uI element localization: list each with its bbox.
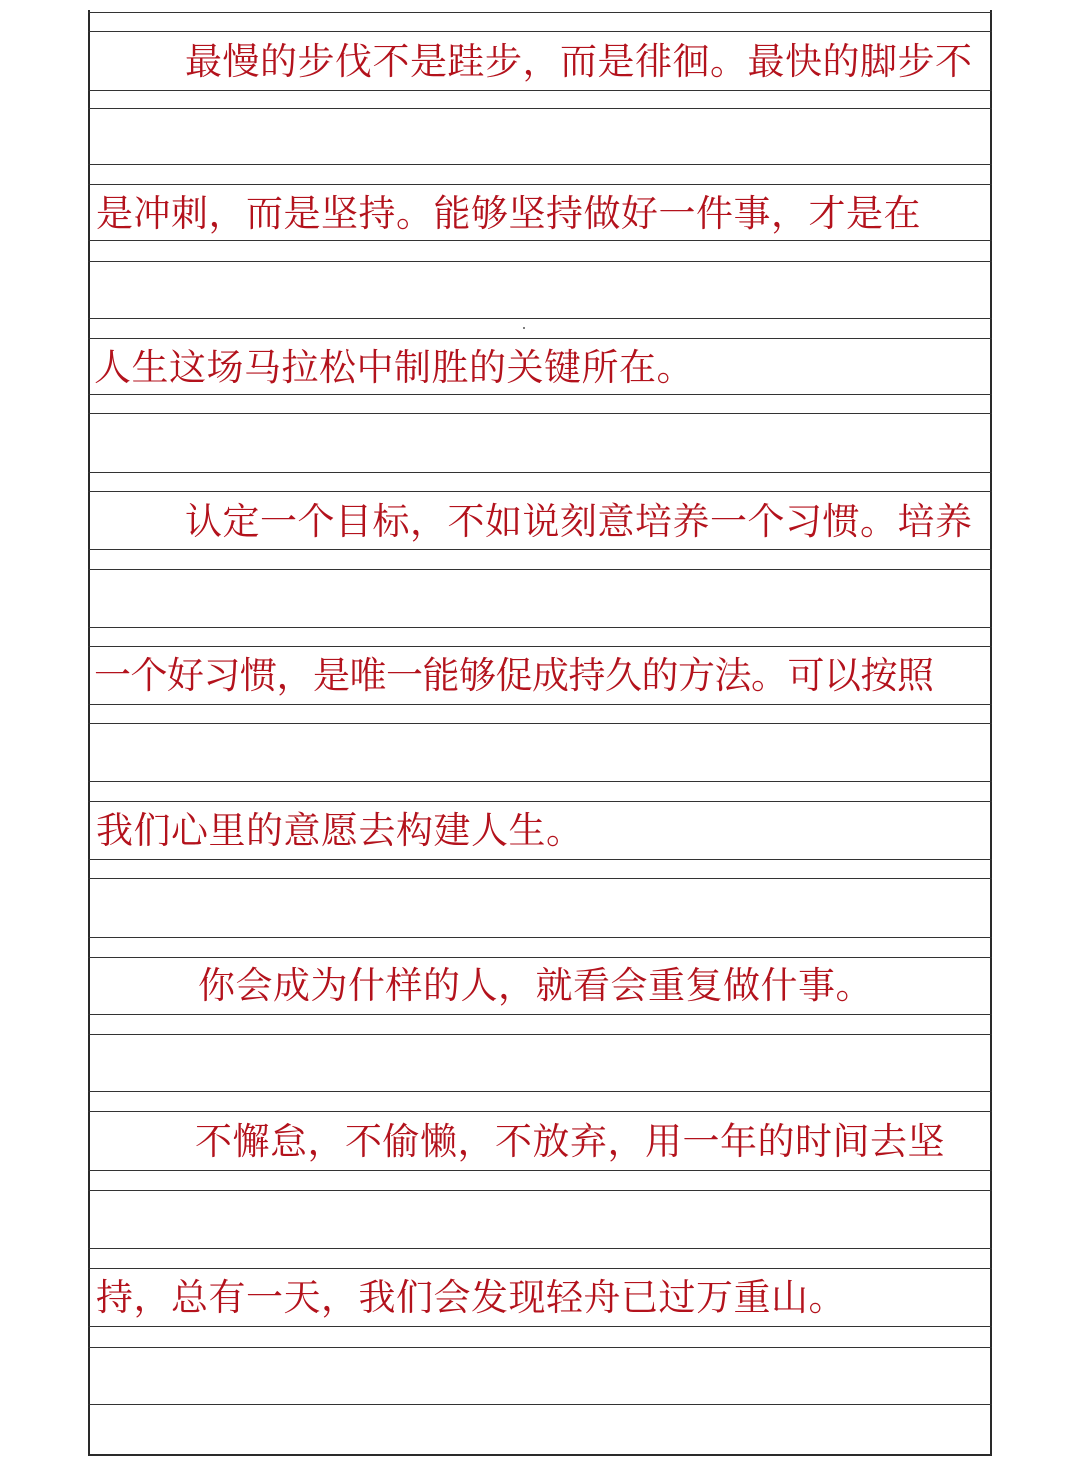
text-line-9: 持，总有一天，我们会发现轻舟已过万重山。 <box>96 1276 846 1319</box>
rule-line <box>88 12 992 13</box>
rule-line <box>88 108 992 109</box>
rule-line <box>88 318 992 319</box>
rule-line <box>88 472 992 473</box>
rule-line <box>88 1190 992 1191</box>
rule-line <box>88 781 992 782</box>
text-line-5: 一个好习惯，是唯一能够促成持久的方法。可以按照 <box>94 654 934 697</box>
rule-line <box>88 1404 992 1405</box>
text-line-8: 不懈怠，不偷懒，不放弃，用一年的时间去坚 <box>195 1120 945 1163</box>
rule-line <box>88 627 992 628</box>
rule-line <box>88 723 992 724</box>
text-line-2: 是冲刺，而是坚持。能够坚持做好一件事，才是在 <box>96 192 921 235</box>
text-line-1: 最慢的步伐不是跬步，而是徘徊。最快的脚步不 <box>185 40 973 83</box>
rule-line <box>88 1091 992 1092</box>
rule-line <box>88 878 992 879</box>
text-line-3: 人生这场马拉松中制胜的关键所在。 <box>94 346 694 389</box>
rule-line <box>88 164 992 165</box>
rule-line <box>88 937 992 938</box>
rule-line <box>88 569 992 570</box>
rule-line <box>88 413 992 414</box>
rule-line <box>88 1347 992 1348</box>
text-line-4: 认定一个目标，不如说刻意培养一个习惯。培养 <box>185 500 973 543</box>
text-line-7: 你会成为什样的人，就看会重复做什事。 <box>198 964 873 1007</box>
rule-line <box>88 1248 992 1249</box>
text-line-6: 我们心里的意愿去构建人生。 <box>96 809 584 852</box>
paper-speck <box>523 327 525 329</box>
rule-line <box>88 1034 992 1035</box>
rule-line <box>88 261 992 262</box>
